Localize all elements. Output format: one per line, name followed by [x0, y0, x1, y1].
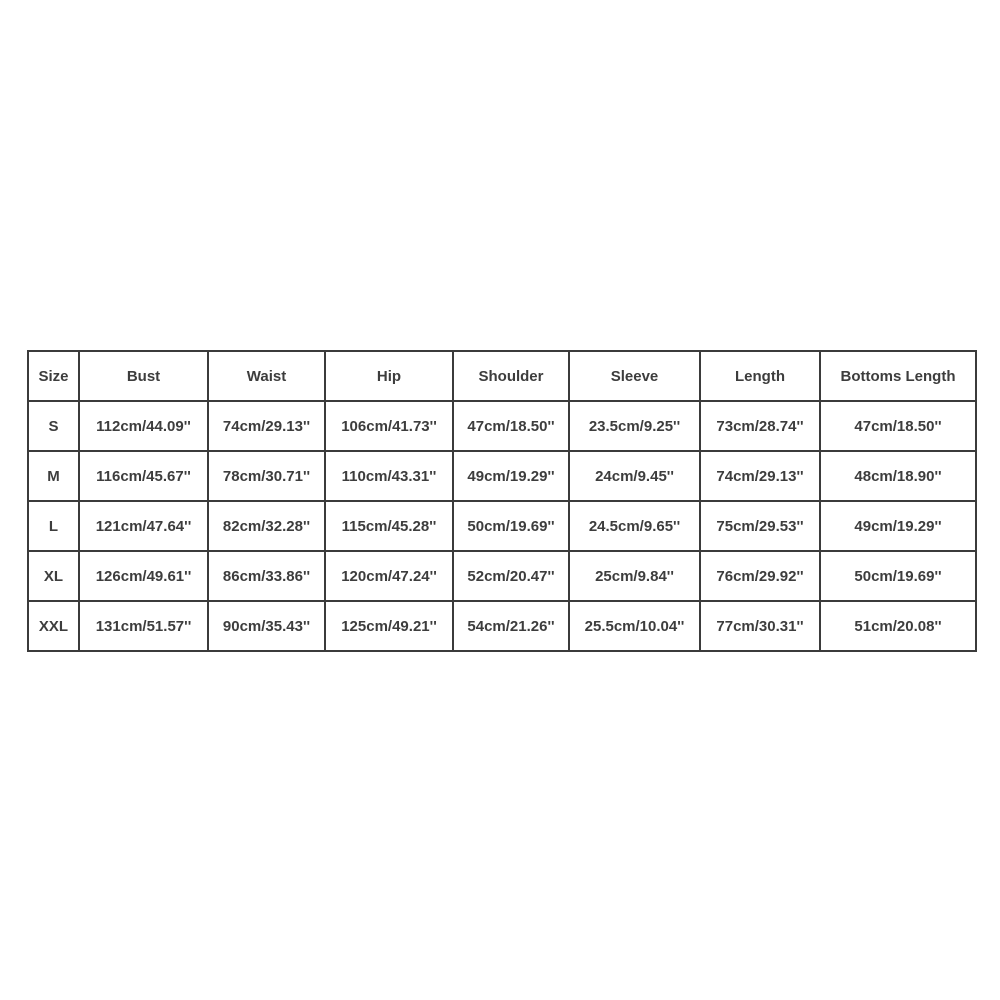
measurement-cell-sleeve: 24.5cm/9.65''	[569, 501, 700, 551]
measurement-cell-waist: 86cm/33.86''	[208, 551, 325, 601]
measurement-cell-sleeve: 23.5cm/9.25''	[569, 401, 700, 451]
measurement-cell-shoulder: 49cm/19.29''	[453, 451, 569, 501]
size-label-cell: XXL	[28, 601, 79, 651]
header-row	[28, 351, 976, 401]
measurement-cell-sleeve: 24cm/9.45''	[569, 451, 700, 501]
size-row-m	[28, 451, 976, 501]
measurement-cell-hip: 115cm/45.28''	[325, 501, 453, 551]
measurement-cell-bust: 116cm/45.67''	[79, 451, 208, 501]
measurement-cell-bottoms-length: 50cm/19.69''	[820, 551, 976, 601]
column-header-size: Size	[28, 351, 79, 401]
column-header-shoulder: Shoulder	[453, 351, 569, 401]
measurement-cell-length: 77cm/30.31''	[700, 601, 820, 651]
measurement-cell-sleeve: 25.5cm/10.04''	[569, 601, 700, 651]
measurement-cell-waist: 90cm/35.43''	[208, 601, 325, 651]
measurement-cell-bottoms-length: 51cm/20.08''	[820, 601, 976, 651]
size-row-xxl	[28, 601, 976, 651]
measurement-cell-bottoms-length: 47cm/18.50''	[820, 401, 976, 451]
measurement-cell-waist: 78cm/30.71''	[208, 451, 325, 501]
measurement-cell-bust: 112cm/44.09''	[79, 401, 208, 451]
column-header-hip: Hip	[325, 351, 453, 401]
size-label-cell: S	[28, 401, 79, 451]
measurement-cell-bust: 131cm/51.57''	[79, 601, 208, 651]
measurement-cell-bottoms-length: 48cm/18.90''	[820, 451, 976, 501]
measurement-cell-bust: 121cm/47.64''	[79, 501, 208, 551]
column-header-waist: Waist	[208, 351, 325, 401]
size-label-cell: L	[28, 501, 79, 551]
measurement-cell-shoulder: 52cm/20.47''	[453, 551, 569, 601]
measurement-cell-hip: 106cm/41.73''	[325, 401, 453, 451]
column-header-sleeve: Sleeve	[569, 351, 700, 401]
size-row-s	[28, 401, 976, 451]
size-label-cell: XL	[28, 551, 79, 601]
size-chart-container	[27, 350, 975, 652]
measurement-cell-sleeve: 25cm/9.84''	[569, 551, 700, 601]
size-row-l	[28, 501, 976, 551]
measurement-cell-hip: 110cm/43.31''	[325, 451, 453, 501]
column-header-length: Length	[700, 351, 820, 401]
column-header-bottoms-length: Bottoms Length	[820, 351, 976, 401]
column-header-bust: Bust	[79, 351, 208, 401]
size-chart-header	[28, 351, 976, 401]
measurement-cell-hip: 120cm/47.24''	[325, 551, 453, 601]
size-label-cell: M	[28, 451, 79, 501]
size-row-xl	[28, 551, 976, 601]
measurement-cell-bust: 126cm/49.61''	[79, 551, 208, 601]
measurement-cell-shoulder: 54cm/21.26''	[453, 601, 569, 651]
measurement-cell-length: 74cm/29.13''	[700, 451, 820, 501]
measurement-cell-waist: 74cm/29.13''	[208, 401, 325, 451]
size-chart-table	[27, 350, 977, 652]
measurement-cell-length: 73cm/28.74''	[700, 401, 820, 451]
measurement-cell-waist: 82cm/32.28''	[208, 501, 325, 551]
measurement-cell-bottoms-length: 49cm/19.29''	[820, 501, 976, 551]
measurement-cell-length: 76cm/29.92''	[700, 551, 820, 601]
measurement-cell-length: 75cm/29.53''	[700, 501, 820, 551]
measurement-cell-shoulder: 47cm/18.50''	[453, 401, 569, 451]
size-chart-body	[28, 401, 976, 651]
measurement-cell-shoulder: 50cm/19.69''	[453, 501, 569, 551]
measurement-cell-hip: 125cm/49.21''	[325, 601, 453, 651]
